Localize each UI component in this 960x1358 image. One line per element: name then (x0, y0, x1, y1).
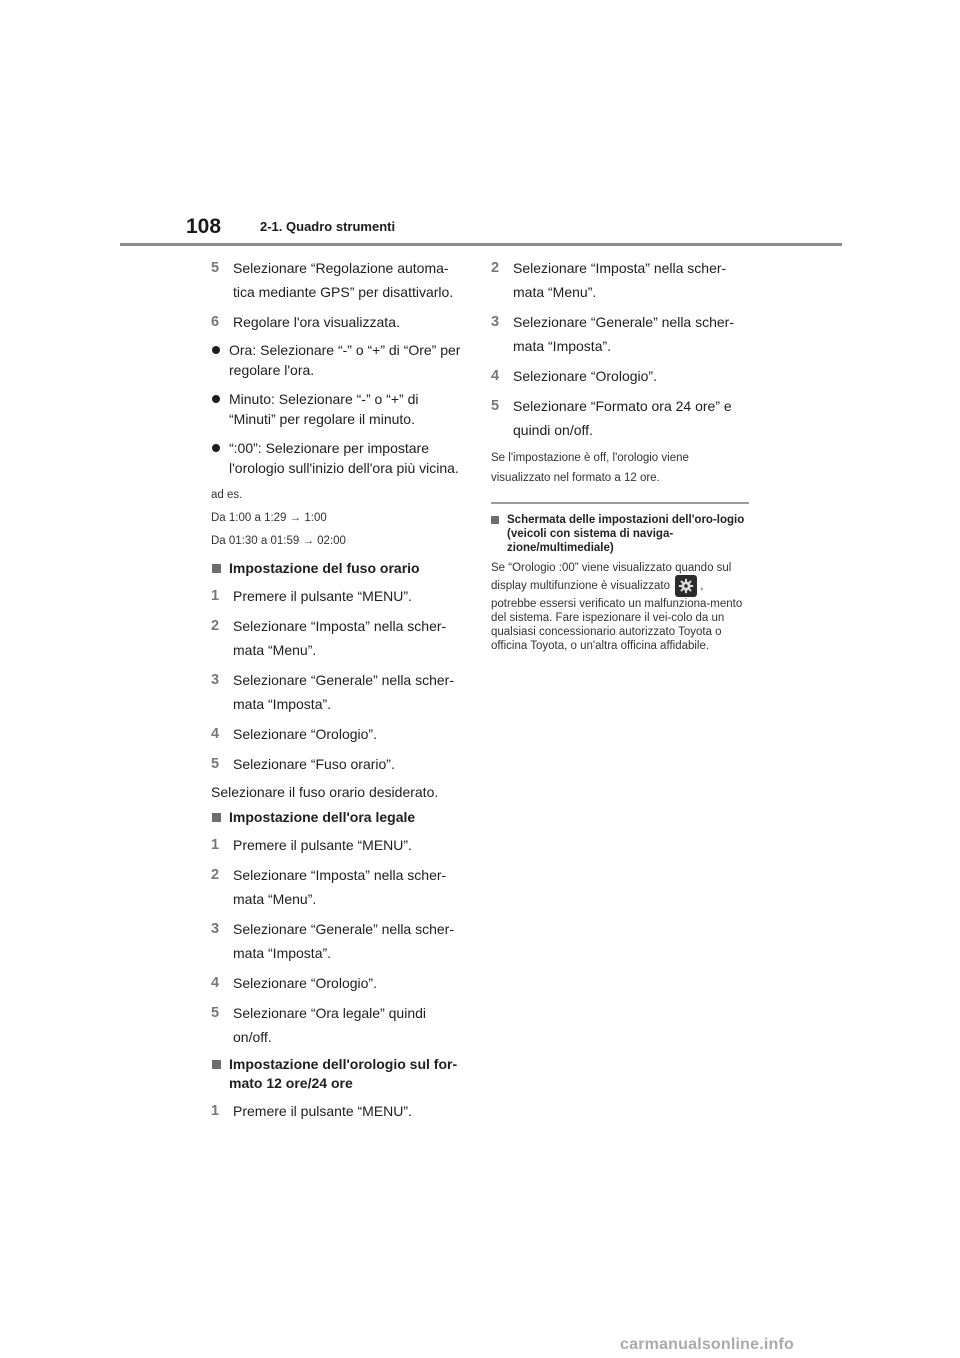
bullet-dot-icon (212, 346, 220, 354)
step-item: 5 Selezionare “Fuso orario”. (211, 756, 395, 772)
section-title: 2-1. Quadro strumenti (260, 219, 396, 234)
step-item: 5 Selezionare “Ora legale” quindi on/off. (211, 1005, 426, 1045)
settings-gear-icon (675, 575, 697, 597)
square-bullet-icon (212, 813, 221, 822)
step-item: 2 Selezionare “Imposta” nella scher-mata “Menu”. (211, 867, 447, 907)
paragraph: Selezionare il fuso orario desiderato. (211, 784, 439, 800)
bullet-item: Ora: Selezionare “-” o “+” di “Ore” per regolare l'ora. (211, 340, 467, 380)
step-item: 1 Premere il pulsante “MENU”. (211, 588, 412, 604)
section-heading: Impostazione dell'orologio sul for-mato 12 ore/24 ore (211, 1055, 467, 1093)
square-bullet-icon (491, 516, 499, 524)
step-item: 4 Selezionare “Orologio”. (491, 368, 657, 384)
step-item: 4 Selezionare “Orologio”. (211, 975, 377, 991)
step-item: 3 Selezionare “Generale” nella scher-mata “Imposta”. (211, 672, 454, 712)
square-bullet-icon (212, 1060, 221, 1069)
step-item: 1 Premere il pulsante “MENU”. (211, 1103, 412, 1119)
example-line: Da 01:30 a 01:59 → 02:00 (211, 535, 346, 547)
step-item: 5 Selezionare “Regolazione automa-tica mediante GPS” per disattivarlo. (211, 260, 454, 300)
note-text: Se “Orologio :00” viene visualizzato quando sul display multifunzione è visualizzato , potrebbe essersi verificato un malfunziona-mento del sistema. Fare ispezionare il vei-colo da un qualsiasi concessionario autorizzato Toyota o officina Toyota, o un'altra officina affidabile. (491, 562, 743, 652)
step-item: 4 Selezionare “Orologio”. (211, 726, 377, 742)
step-item: 3 Selezionare “Generale” nella scher-mata “Imposta”. (491, 314, 734, 354)
step-item: 5 Selezionare “Formato ora 24 ore” e quindi on/off. (491, 398, 732, 438)
step-item: 2 Selezionare “Imposta” nella scher-mata “Menu”. (491, 260, 727, 300)
bullet-dot-icon (212, 395, 220, 403)
step-item: 1 Premere il pulsante “MENU”. (211, 837, 412, 853)
example-label: ad es. (211, 489, 243, 501)
note-heading: Schermata delle impostazioni dell'oro-logio (veicoli con sistema di naviga-zione/multimediale) (491, 513, 751, 555)
right-column (491, 256, 751, 653)
bullet-item: Minuto: Selezionare “-” o “+” di “Minuti” per regolare il minuto. (211, 389, 467, 429)
bullet-item: “:00”: Selezionare per impostare l'orologio sull'inizio dell'ora più vicina. (211, 438, 467, 478)
step-item: 3 Selezionare “Generale” nella scher-mata “Imposta”. (211, 921, 454, 961)
watermark: carmanualsonline.info (620, 1336, 795, 1353)
section-heading: Impostazione del fuso orario (211, 559, 467, 578)
step-item: 2 Selezionare “Imposta” nella scher-mata “Menu”. (211, 618, 447, 658)
left-column (211, 256, 467, 1129)
note-rule (491, 502, 749, 504)
page-number: 108 (186, 215, 222, 238)
arrow-right-icon: → (302, 535, 314, 547)
paragraph: Se l'impostazione è off, l'orologio viene visualizzato nel formato a 12 ore. (491, 452, 689, 484)
section-heading: Impostazione dell'ora legale (211, 808, 467, 827)
step-item: 6 Regolare l'ora visualizzata. (211, 314, 400, 330)
bullet-dot-icon (212, 444, 220, 452)
arrow-right-icon: → (289, 512, 302, 524)
example-line: Da 1:00 a 1:29 → 1:00 (211, 512, 327, 524)
square-bullet-icon (212, 564, 221, 573)
header-rule (120, 243, 842, 246)
